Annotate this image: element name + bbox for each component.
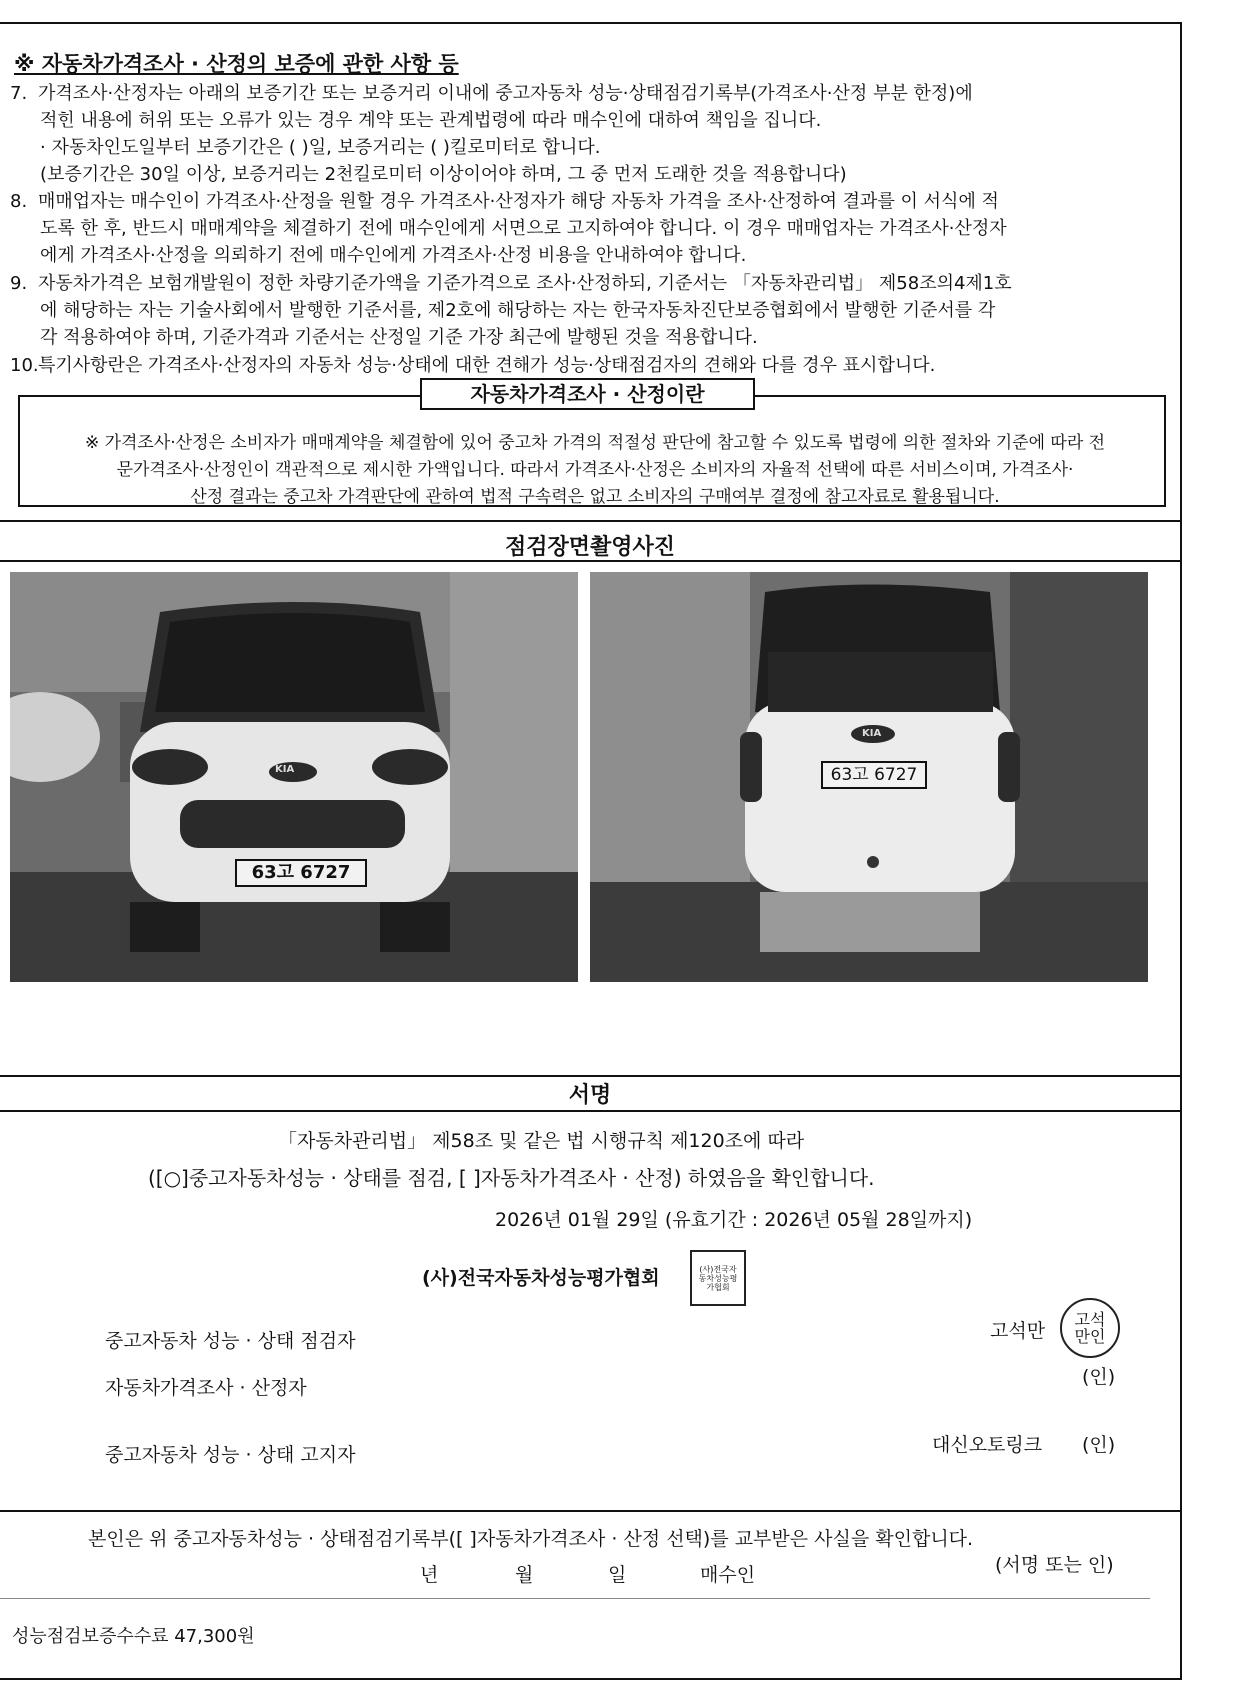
- confirmation-line: ([○]중고자동차성능 · 상태를 점검, [ ]자동차가격조사 · 산정) 하였음을 확인합니다.: [148, 1166, 875, 1190]
- inspector-name: 고석만: [990, 1320, 1046, 1342]
- buyer-label: 매수인: [700, 1564, 756, 1586]
- receipt-year: 년: [420, 1564, 439, 1586]
- item-line: 자동차가격은 보험개발원이 정한 차량기준가액을 기준가격으로 조사·산정하되, 기준서는 「자동차관리법」 제58조의4제1호: [38, 273, 1012, 294]
- association-name: (사)전국자동차성능평가협회: [422, 1267, 660, 1289]
- item-10: [10, 352, 1170, 379]
- inspection-fee: 성능점검보증수수료 47,300원: [12, 1626, 255, 1647]
- item-9: [10, 270, 1170, 351]
- association-seal: [690, 1250, 746, 1306]
- notifier-seal: (인): [1082, 1434, 1116, 1456]
- notifier-name: 대신오토링크: [932, 1434, 1043, 1456]
- notifier-label: 중고자동차 성능 · 상태 고지자: [105, 1444, 356, 1466]
- inspector-seal-text: 고석만인: [1074, 1310, 1106, 1346]
- receipt-line: 본인은 위 중고자동차성능 · 상태점검기록부([ ]자동차가격조사 · 산정 선택)를 교부받은 사실을 확인합니다.: [88, 1528, 974, 1550]
- buyer-sign-label: (서명 또는 인): [995, 1554, 1114, 1576]
- front-brand-badge: KIA: [275, 764, 295, 775]
- divider: [0, 1075, 1180, 1077]
- item-line: 에 해당하는 자는 기술사회에서 발행한 기준서를, 제2호에 해당하는 자는 한국자동차진단보증협회에서 발행한 기준서를 각: [40, 300, 996, 321]
- item-number: 10.: [10, 355, 39, 376]
- signature-title: 서명: [568, 1083, 612, 1108]
- front-license-plate: 63고 6727: [251, 862, 351, 883]
- item-line: (보증기간은 30일 이상, 보증거리는 2천킬로미터 이상이어야 하며, 그 중 먼저 도래한 것을 적용합니다): [40, 164, 847, 185]
- appraiser-seal: (인): [1082, 1366, 1116, 1388]
- receipt-day: 일: [608, 1564, 627, 1586]
- item-line: 특기사항란은 가격조사·산정자의 자동차 성능·상태에 대한 견해가 성능·상태점검자의 견해와 다를 경우 표시합니다.: [38, 355, 936, 376]
- law-reference-line: 「자동차관리법」 제58조 및 같은 법 시행규칙 제120조에 따라: [278, 1130, 805, 1152]
- guarantee-title: ※ 자동차가격조사 · 산정의 보증에 관한 사항 등: [14, 52, 459, 76]
- item-line: 각 적용하여야 하며, 기준가격과 기준서는 산정일 기준 가장 최근에 발행된 것을 적용합니다.: [40, 327, 758, 348]
- divider: [0, 1510, 1180, 1512]
- divider: [0, 1598, 1150, 1599]
- rear-photo: [590, 572, 1148, 982]
- inspector-seal: [1060, 1298, 1120, 1358]
- item-line: · 자동차인도일부터 보증기간은 ( )일, 보증거리는 ( )킬로미터로 합니다.: [40, 137, 601, 158]
- appraisal-info-line: ※ 가격조사·산정은 소비자가 매매계약을 체결함에 있어 중고차 가격의 적절성 판단에 참고할 수 있도록 법령에 의한 절차와 기준에 따라 전: [84, 433, 1106, 453]
- appraisal-info-title: 자동차가격조사 · 산정이란: [420, 378, 755, 410]
- appraisal-info-text: [40, 430, 1150, 511]
- item-number: 7.: [10, 83, 28, 104]
- item-line: 가격조사·산정자는 아래의 보증기간 또는 보증거리 이내에 중고자동차 성능·상태점검기록부(가격조사·산정 부분 한정)에: [38, 83, 973, 104]
- item-line: 도록 한 후, 반드시 매매계약을 체결하기 전에 매수인에게 서면으로 고지하여야 합니다. 이 경우 매매업자는 가격조사·산정자: [40, 218, 1007, 239]
- item-line: 적힌 내용에 허위 또는 오류가 있는 경우 계약 또는 관계법령에 따라 매수인에 대하여 책임을 집니다.: [40, 110, 822, 131]
- item-line: 매매업자는 매수인이 가격조사·산정을 원할 경우 가격조사·산정자가 해당 자동차 가격을 조사·산정하여 결과를 이 서식에 적: [38, 191, 999, 212]
- item-number: 8.: [10, 191, 28, 212]
- appraisal-info-line: 문가격조사·산정인이 객관적으로 제시한 가액입니다. 따라서 가격조사·산정은 소비자의 자율적 선택에 따른 서비스이며, 가격조사·: [116, 460, 1074, 480]
- inspector-label: 중고자동차 성능 · 상태 점검자: [105, 1330, 356, 1352]
- appraiser-label: 자동차가격조사 · 산정자: [105, 1377, 307, 1399]
- divider: [0, 1110, 1180, 1112]
- front-photo: [10, 572, 578, 982]
- date-line: 2026년 01월 29일 (유효기간 : 2026년 05월 28일까지): [495, 1209, 973, 1231]
- photos-title: 점검장면촬영사진: [504, 535, 676, 560]
- item-number: 9.: [10, 273, 28, 294]
- association-seal-text: (사)전국자동차성능평가협회: [698, 1264, 738, 1292]
- rear-brand-badge: KIA: [862, 728, 882, 739]
- item-7: [10, 80, 1170, 188]
- receipt-month: 월: [515, 1564, 534, 1586]
- item-8: [10, 188, 1170, 269]
- divider: [0, 520, 1180, 522]
- front-car-illustration: [10, 572, 578, 982]
- rear-license-plate: 63고 6727: [830, 765, 918, 785]
- item-line: 에게 가격조사·산정을 의뢰하기 전에 매수인에게 가격조사·산정 비용을 안내하여야 합니다.: [40, 245, 747, 266]
- divider: [0, 560, 1180, 562]
- appraisal-info-line: 산정 결과는 중고차 가격판단에 관하여 법적 구속력은 없고 소비자의 구매여부 결정에 참고자료로 활용됩니다.: [190, 487, 1000, 507]
